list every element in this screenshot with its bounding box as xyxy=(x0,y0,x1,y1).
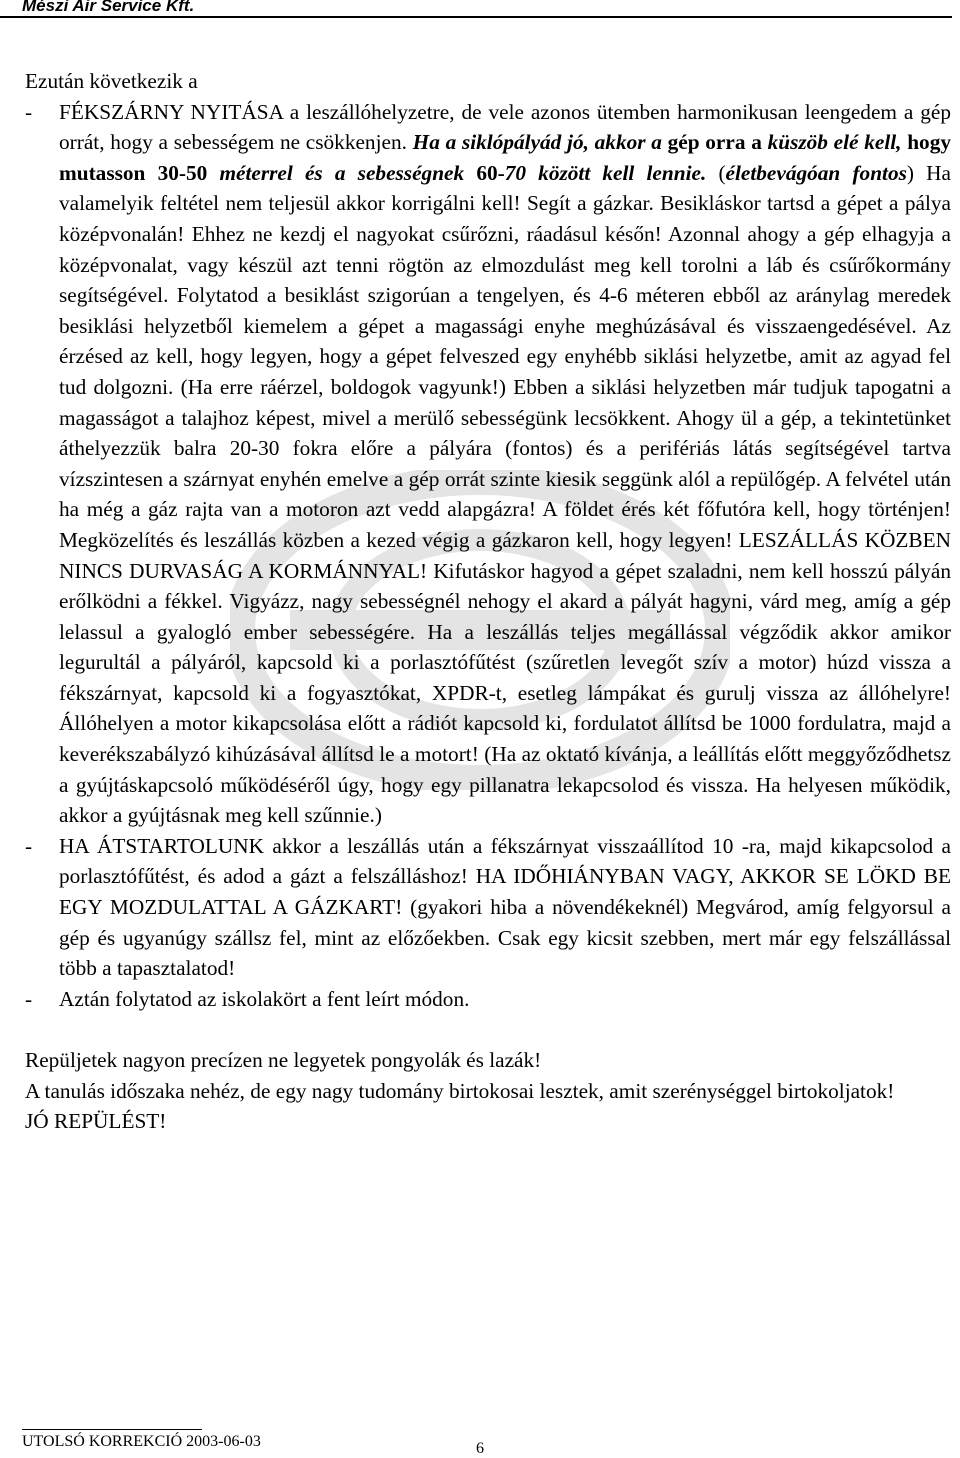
text-run: ( xyxy=(706,160,726,185)
list-dash: - xyxy=(25,833,33,858)
closing-line-3: JÓ REPÜLÉST! xyxy=(25,1109,167,1134)
footer-revision: UTOLSÓ KORREKCIÓ 2003-06-03 xyxy=(22,1433,261,1450)
footer-divider xyxy=(22,1429,202,1430)
list-dash: - xyxy=(25,986,33,1011)
text-run-bold-italic: 70 között kell lennie. xyxy=(504,160,707,185)
list-item-continue xyxy=(25,984,951,1015)
company-title: Mészi Air Service Kft. xyxy=(22,0,195,15)
page-number: 6 xyxy=(476,1440,484,1457)
text-run-bold-italic: méterrel és a sebességnek xyxy=(219,160,465,185)
document-body xyxy=(25,66,951,1137)
text-run-bold: gép orra xyxy=(667,130,746,155)
text-run-bold-italic: életbevágóan fontos xyxy=(725,160,907,185)
closing-line-1: Repüljetek nagyon precízen ne legyetek pongyolák és lazák! xyxy=(25,1048,542,1072)
text-run-bold: 60- xyxy=(464,160,505,185)
closing-line-2: A tanulás időszaka nehéz, de egy nagy tudomány birtokosai lesztek, amit szerénységgel birtokoljatok! xyxy=(25,1078,895,1103)
text-run-bold: hogy mutasson 30-50 xyxy=(59,130,951,185)
paragraph-flaps xyxy=(59,97,951,831)
text-run-bold: a xyxy=(745,130,768,155)
page-header xyxy=(0,0,952,18)
list-dash: - xyxy=(25,99,33,124)
intro-line: Ezután következik a xyxy=(25,69,198,93)
paragraph-go-around: HA ÁTSTARTOLUNK akkor a leszállás után a fékszárnyat visszaállítod 10 -ra, majd kikapcsolod a porlasztófűtést, és adod a gázt a felszálláshoz! HA IDŐHIÁNYBAN VAGY, AKKOR SE LÖKD BE EGY MOZDULATTAL A GÁZKART! (gyakori hiba a növendékeknél) Megvárod, amíg felgyorsul a gép és ugyanúgy szállsz fel, mint az előzőekben. Csak egy kicsit szebben, mert már egy felszállással több a tapasztalatod! xyxy=(59,833,951,981)
spacer xyxy=(25,1014,951,1045)
text-run-bold-italic: Ha a siklópályád jó, akkor a xyxy=(412,130,668,155)
text-run: FÉKSZÁRNY NYITÁSA a leszállóhelyzetre, de vele azonos ütemben harmonikusan leengedem a gép orrát, hogy a sebességem ne csökkenjen. xyxy=(59,99,951,155)
text-run: ) Ha valamelyik feltétel nem teljesül akkor korrigálni kell! Segít a gázkar. Besikláskor tartsd a gépet a pálya középvonalán! Ehhez ne kezdj el nagyokat csűrőzni, ráadásul későn! Azonnal ahogy a gép elhagyja a középvonalat, vagy készül azt tenni rögtön az elmozdulást meg kell torolni a láb és csűrőkormány segítségével. Folytatod a besiklást szigorúan a tengelyen, és 4-6 méteren ebből az aránylag meredek besiklási helyzetből kiemelem a gépet a magassági enyhe meghúzásával és visszaengedésével. Az érzésed az kell, hogy legyen, hogy a gépet felveszed egy enyhébb siklási helyzetbe, amit az agyad fel tud dolgozni. (Ha erre ráérzel, boldogok vagyunk!) Ebben a siklási helyzetben már tudjuk tapogatni a magasságot a talajhoz képest, mivel a merülő sebességünk lecsökkent. Ahogy ül a gép, a tekintetünket áthelyezzük balra 20-30 fokra előre a pályára (fontos) és a perifériás látás segítségével tartva vízszintesen a szárnyat enyhén emelve a gép orrát szinte kiesik seggünk alól a repülőgép. A felvétel után ha még a gáz rajta van a motoron azt vedd alapgázra! A földet érés két főfutóra kell, hogy történjen! Megközelítés és leszállás közben a kezed végig a gázkaron kell, hogy legyen! LESZÁLLÁS KÖZBEN NINCS DURVASÁG A KORMÁNNYAL! Kifutáskor hagyod a gépet szaladni, nem kell hosszú pályán erőlködni a fékkel. Vigyázz, nagy sebességnél nehogy el akard a pályát hagyni, várd meg, amíg a gép lelassul a gyalogló ember sebességére. Ha a leszállás teljes megállással végződik akkor amikor legurultál a pályáról, kapcsold ki a porlasztófűtést (szűretlen levegőt szív a motor) húzd vissza a fékszárnyat, kapcsold ki a fogyasztókat, XPDR-t, esetleg lámpákat és gurulj vissza az állóhelyre! Állóhelyen a motor kikapcsolása előtt a rádiót kapcsold ki, fordulatot állítsd be 1000 fordulatra, majd a keverékszabályzó kihúzásával állítsd le a motort! (Ha az oktató kívánja, a leállítás előtt meggyőződhetsz a gyújtáskapcsoló működéséről úgy, hogy egy pillanatra lekapcsolod és visszа. Ha helyesen működik, akkor a gyújtásnak meg kell szűnnie.) xyxy=(59,160,951,828)
list-item-flaps xyxy=(25,97,951,831)
text-run-bold-italic: küszöb elé kell, xyxy=(767,130,902,155)
list-item-go-around xyxy=(25,831,951,984)
paragraph-continue: Aztán folytatod az iskolakört a fent leírt módon. xyxy=(59,986,470,1011)
